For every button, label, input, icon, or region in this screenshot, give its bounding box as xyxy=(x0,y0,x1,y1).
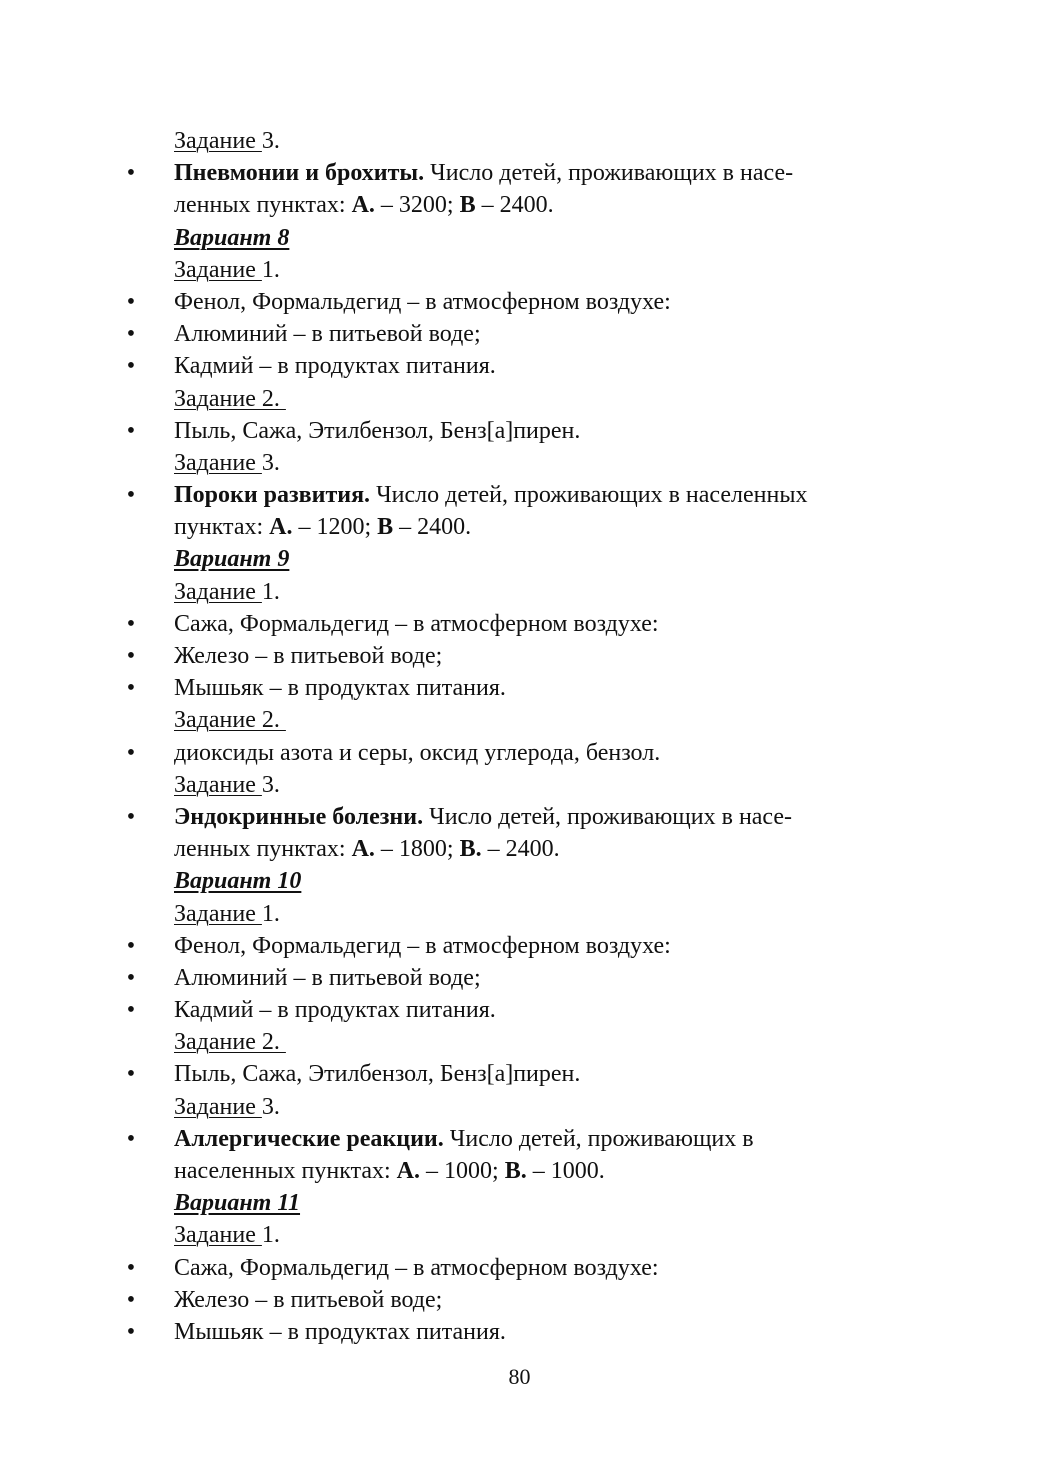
bold-label: В xyxy=(377,514,394,541)
item-text: Фенол, Формальдегид – в атмосферном воздухе: xyxy=(174,288,671,315)
variant-title: Вариант 10 xyxy=(174,868,302,895)
bullet-icon: • xyxy=(126,160,136,187)
task-heading xyxy=(0,769,1039,801)
variant-heading xyxy=(0,1187,1039,1219)
task-label: Задание 2. xyxy=(174,385,286,412)
bullet-item xyxy=(0,157,1039,189)
task-number: 3 xyxy=(261,128,274,154)
line-text: – 1000; xyxy=(420,1158,505,1184)
variant-title: Вариант 9 xyxy=(174,546,290,573)
item-text: Число детей, проживающих в xyxy=(443,1125,754,1152)
line-text: – 1200; xyxy=(292,514,378,541)
task-label: Задание xyxy=(174,578,262,605)
line-text: – 2400. xyxy=(393,514,472,541)
bullet-icon: • xyxy=(126,643,136,669)
bullet-item xyxy=(0,640,1039,672)
item-text: Число детей, проживающих в населенных xyxy=(370,482,808,509)
task-dot: . xyxy=(273,900,280,927)
line-text: пунктах: xyxy=(174,514,270,541)
line-text: – 2400. xyxy=(481,836,560,863)
bullet-item xyxy=(0,1316,1039,1348)
bullet-item xyxy=(0,479,1039,511)
task-label: Задание 2. xyxy=(174,1029,286,1056)
bold-heading: Аллергические реакции. xyxy=(174,1125,444,1152)
item-text: Железо – в питьевой воде; xyxy=(174,1286,443,1313)
task-dot: . xyxy=(273,771,280,798)
bullet-icon: • xyxy=(126,964,136,991)
task-number: 3 xyxy=(261,449,274,476)
task-label: Задание xyxy=(174,1093,262,1120)
task-heading xyxy=(0,254,1039,286)
task-label: Задание xyxy=(174,449,262,476)
bullet-item xyxy=(0,801,1039,833)
task-heading xyxy=(0,898,1039,930)
task-dot: . xyxy=(273,578,280,605)
task-label: Задание xyxy=(174,1222,262,1249)
bullet-icon: • xyxy=(126,1254,136,1281)
bullet-item xyxy=(0,930,1039,962)
bold-heading: Эндокринные болезни. xyxy=(174,803,424,830)
task-heading xyxy=(0,1026,1039,1058)
document-body xyxy=(0,125,1039,1348)
line-text: – 1000. xyxy=(526,1158,605,1184)
bullet-icon: • xyxy=(126,1061,136,1088)
bullet-item xyxy=(0,286,1039,318)
bullet-icon: • xyxy=(126,1318,136,1345)
task-heading xyxy=(0,1219,1039,1251)
bullet-icon: • xyxy=(126,997,136,1024)
task-number: 1 xyxy=(261,1222,274,1249)
bullet-item xyxy=(0,350,1039,382)
bullet-item xyxy=(0,608,1039,640)
bullet-icon: • xyxy=(126,1286,136,1313)
task-heading xyxy=(0,383,1039,415)
bold-label: В xyxy=(459,192,476,219)
item-text: Железо – в питьевой воде; xyxy=(174,643,443,669)
task-heading xyxy=(0,704,1039,736)
task-number: 1 xyxy=(261,256,274,283)
item-text: Мышьяк – в продуктах питания. xyxy=(174,1318,506,1345)
task-label: Задание xyxy=(174,128,262,154)
task-heading xyxy=(0,1091,1039,1123)
continuation-line xyxy=(0,1155,1039,1187)
line-text: ленных пунктах: xyxy=(174,192,352,219)
bullet-item xyxy=(0,1252,1039,1284)
bullet-icon: • xyxy=(126,417,136,444)
bold-heading: Пневмонии и брохиты. xyxy=(174,160,425,187)
line-text: населенных пунктах: xyxy=(174,1158,397,1184)
task-label: Задание xyxy=(174,256,262,283)
line-text: ленных пунктах: xyxy=(174,836,352,863)
item-text: Алюминий – в питьевой воде; xyxy=(174,964,481,991)
bullet-icon: • xyxy=(126,739,136,766)
item-text: Кадмий – в продуктах питания. xyxy=(174,353,496,380)
task-dot: . xyxy=(273,256,280,283)
bold-label: В. xyxy=(504,1158,527,1184)
bold-label: А. xyxy=(351,192,375,219)
task-number: 1 xyxy=(261,578,274,605)
task-label: Задание xyxy=(174,771,262,798)
bold-label: А. xyxy=(269,514,293,541)
bullet-icon: • xyxy=(126,675,136,702)
bullet-icon: • xyxy=(126,482,136,509)
item-text: Кадмий – в продуктах питания. xyxy=(174,997,496,1024)
task-label: Задание xyxy=(174,900,262,927)
item-text: Фенол, Формальдегид – в атмосферном воздухе: xyxy=(174,932,671,959)
bullet-icon: • xyxy=(126,353,136,380)
bullet-item xyxy=(0,318,1039,350)
line-text: – 2400. xyxy=(475,192,554,219)
continuation-line xyxy=(0,189,1039,221)
task-dot: . xyxy=(273,449,280,476)
bullet-item xyxy=(0,672,1039,704)
bold-heading: Пороки развития. xyxy=(174,482,371,509)
variant-heading xyxy=(0,543,1039,575)
task-dot: . xyxy=(273,128,280,154)
bullet-item xyxy=(0,1123,1039,1155)
bold-label: А. xyxy=(351,836,375,863)
bullet-icon: • xyxy=(126,803,136,830)
task-number: 1 xyxy=(261,900,274,927)
bullet-icon: • xyxy=(126,610,136,637)
item-text: Мышьяк – в продуктах питания. xyxy=(174,675,506,702)
bullet-item xyxy=(0,994,1039,1026)
bullet-item xyxy=(0,737,1039,769)
item-text: Пыль, Сажа, Этилбензол, Бенз[а]пирен. xyxy=(174,1061,581,1088)
item-text: Число детей, проживающих в насе- xyxy=(424,160,794,187)
continuation-line xyxy=(0,511,1039,543)
item-text: Алюминий – в питьевой воде; xyxy=(174,321,481,348)
task-heading xyxy=(0,125,1039,157)
bullet-item xyxy=(0,1058,1039,1090)
item-text: Пыль, Сажа, Этилбензол, Бенз[а]пирен. xyxy=(174,417,581,444)
variant-heading xyxy=(0,222,1039,254)
line-text: – 1800; xyxy=(374,836,460,863)
bullet-icon: • xyxy=(126,321,136,348)
bullet-icon: • xyxy=(126,932,136,959)
task-heading xyxy=(0,576,1039,608)
item-text: Число детей, проживающих в насе- xyxy=(423,803,793,830)
bullet-item xyxy=(0,962,1039,994)
item-text: диоксиды азота и серы, оксид углерода, бензол. xyxy=(174,739,661,766)
variant-title: Вариант 8 xyxy=(174,224,290,251)
task-dot: . xyxy=(273,1093,280,1120)
variant-title: Вариант 11 xyxy=(174,1190,301,1217)
bold-label: В. xyxy=(459,836,482,863)
task-dot: . xyxy=(273,1222,280,1249)
bold-label: А. xyxy=(396,1158,421,1184)
task-number: 3 xyxy=(261,1093,274,1120)
line-text: – 3200; xyxy=(374,192,460,219)
continuation-line xyxy=(0,833,1039,865)
item-text: Сажа, Формальдегид – в атмосферном воздухе: xyxy=(174,610,659,637)
variant-heading xyxy=(0,865,1039,897)
bullet-item xyxy=(0,415,1039,447)
page-number: 80 xyxy=(508,1364,531,1389)
bullet-icon: • xyxy=(126,288,136,315)
task-label: Задание 2. xyxy=(174,707,286,734)
task-heading xyxy=(0,447,1039,479)
item-text: Сажа, Формальдегид – в атмосферном воздухе: xyxy=(174,1254,659,1281)
bullet-icon: • xyxy=(126,1125,136,1152)
bullet-item xyxy=(0,1284,1039,1316)
task-number: 3 xyxy=(261,771,274,798)
